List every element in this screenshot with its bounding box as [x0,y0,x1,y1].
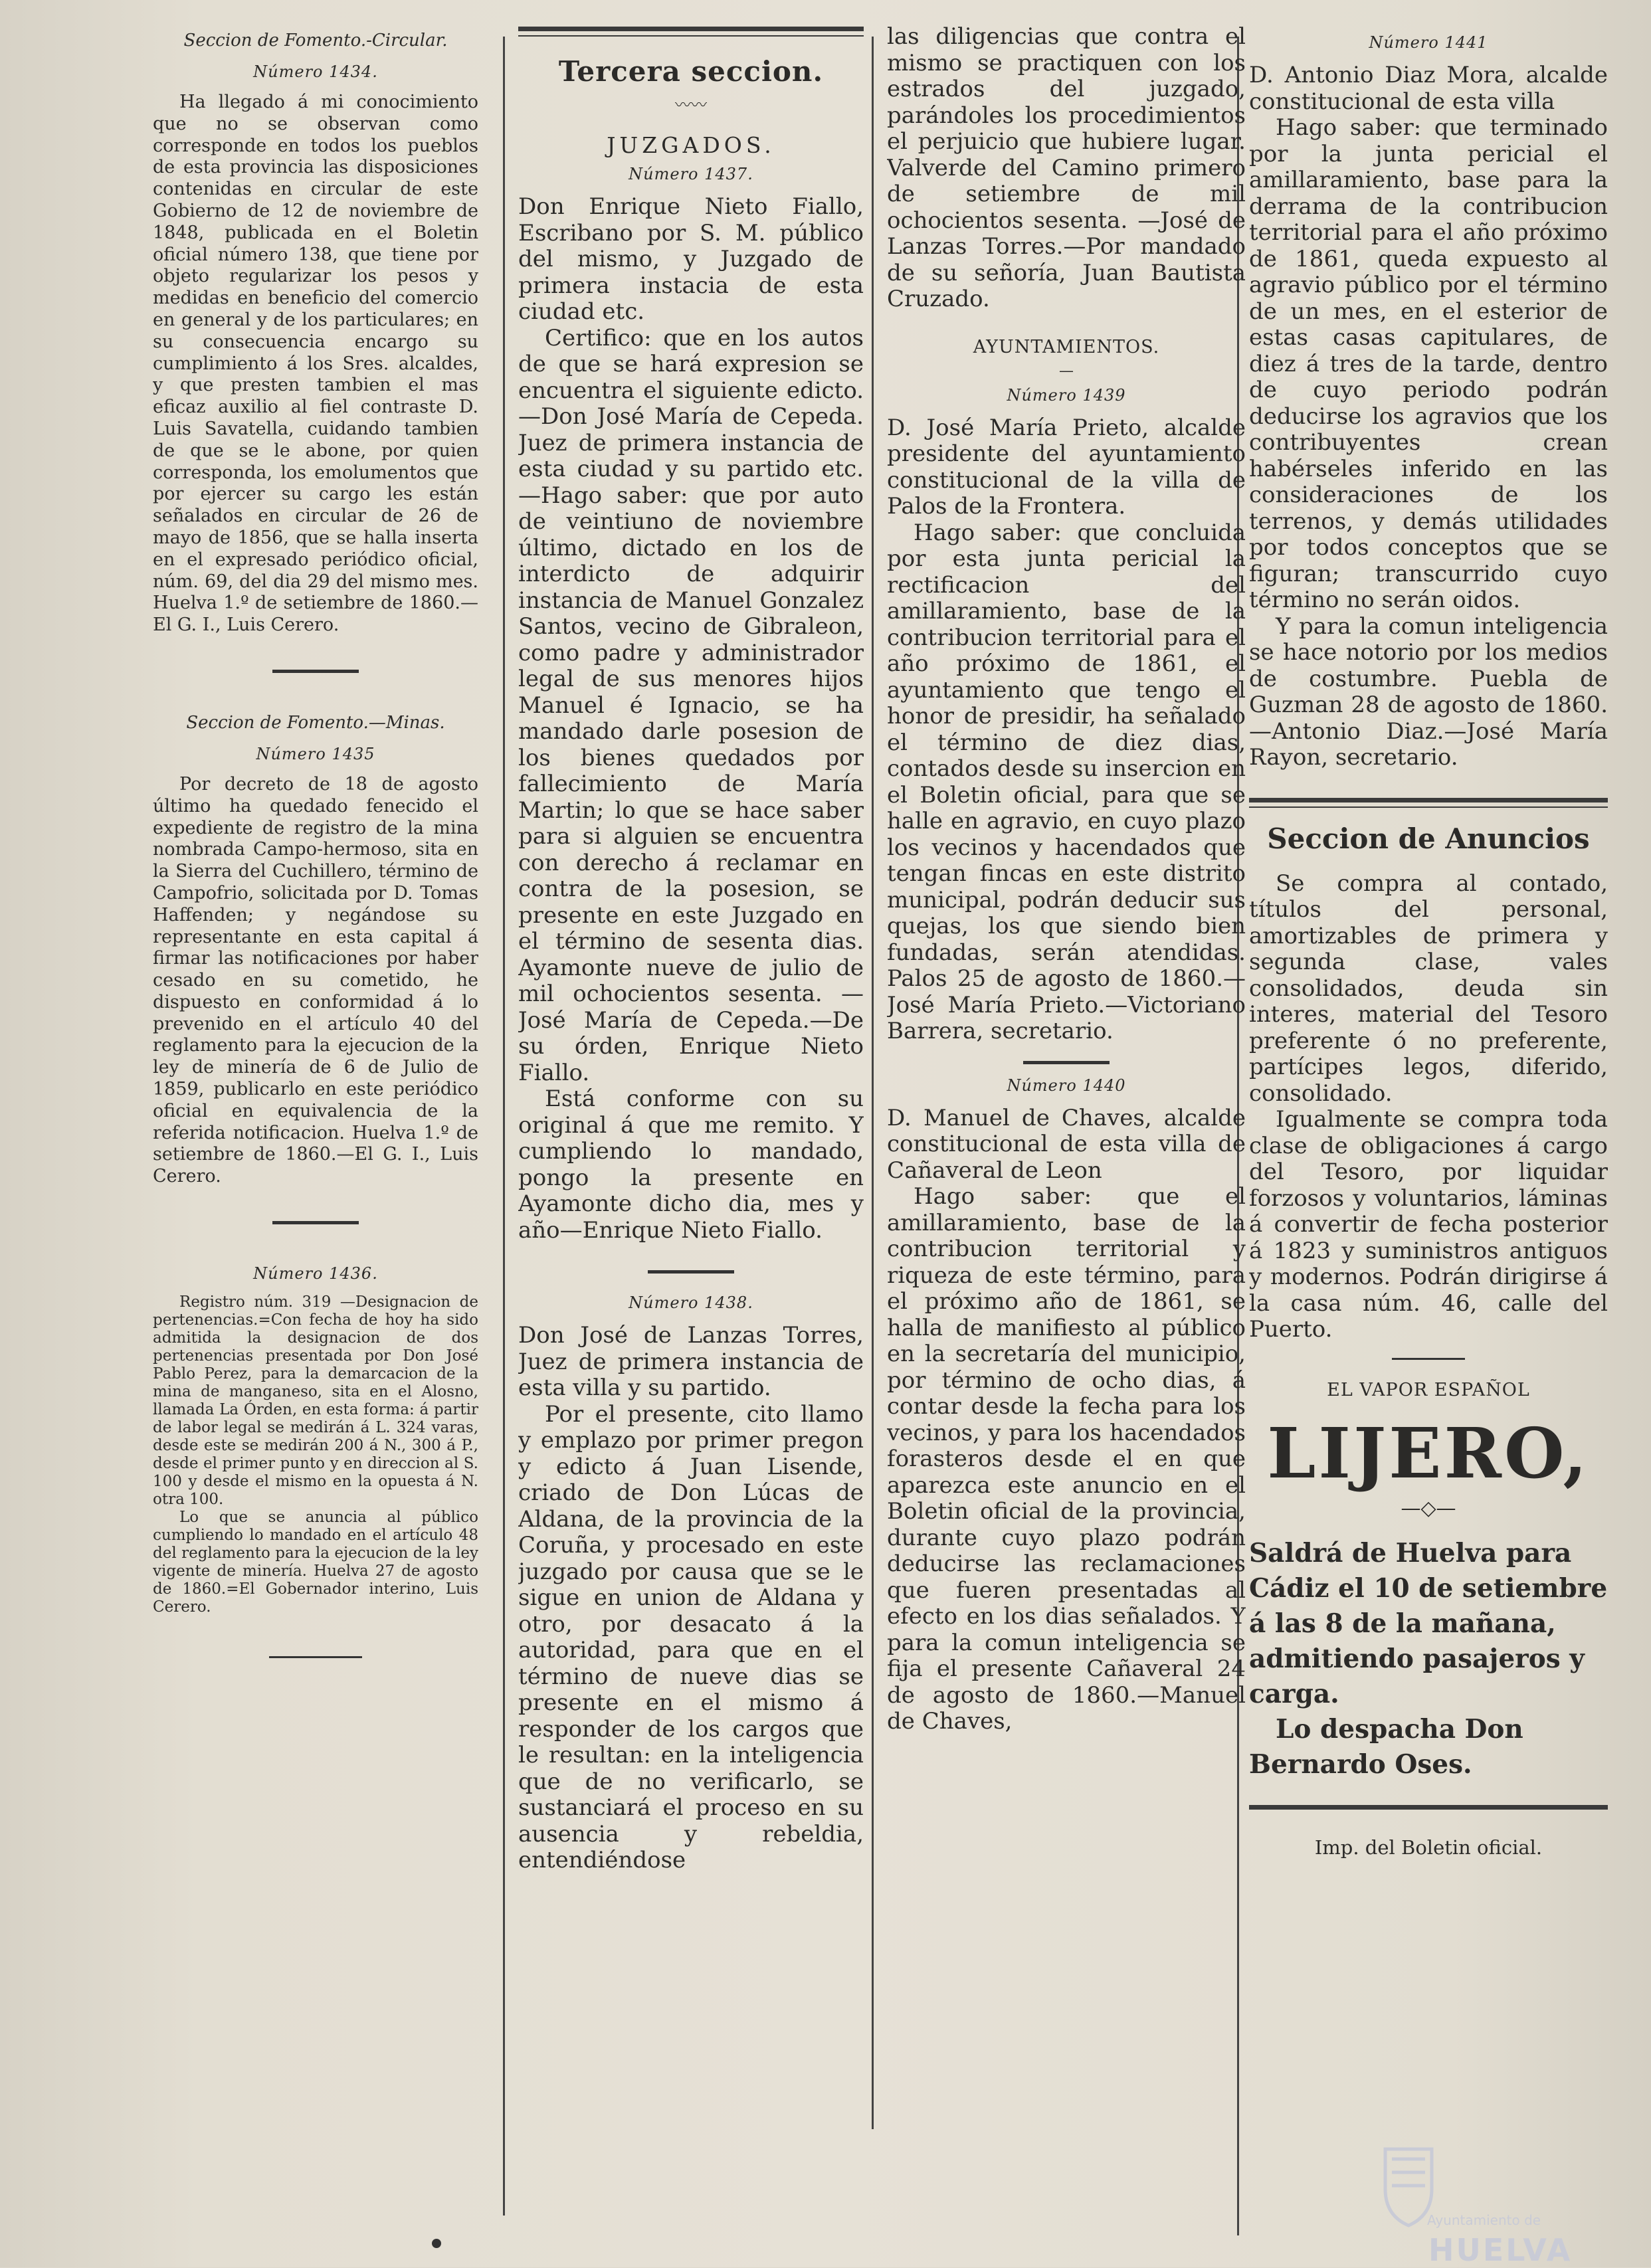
ad-text: Igualmente se compra toda clase de obligaciones á cargo del Tesoro, por liquidar forzosos y voluntarios, láminas á convertir de fecha posterior á 1823 y suministros antiguos y modernos. Podrán dirigirse á la casa núm. 46, calle del Puerto. [1249,1106,1608,1343]
watermark-label: Ayuntamiento de [1427,2212,1541,2228]
section-heading: JUZGADOS. [607,132,775,158]
notice-text: D. Antonio Diaz Mora, alcalde constitucional de esta villa [1249,62,1608,115]
notice-text: Por el presente, cito llamo y emplazo por primer pregon y edicto á Juan Lisende, criado de Don Lúcas de Aldana, de la provincia de la Coruña, y procesado en este juzgado por causa que se le sigue en union de Aldana y otro, por desacato á la autoridad, para que en el término de nueve dias se presente en el mismo á responder de los cargos que le resultan: en la inteligencia que de no verificarlo, se sustanciará el proceso en su ausencia y rebeldia, entendiéndose [518,1400,864,1873]
ad-text: Se compra al contado, títulos del personal, amortizables de primera y segunda clase, vales consolidados, deuda sin interes, material del Tesoro preferente ó no preferente, partícipes legos, diferido, consolidado. [1249,870,1608,1107]
notice-text: Ha llegado á mi conocimiento que no se observan como corresponde en todos los pueblos de esta provincia las disposiciones contenidas en circular de este Gobierno de 12 de noviembre de 1848, publicada en el Boletin oficial número 138, que tiene por objeto regularizar los pesos y medidas en beneficio del comercio en general y de los particulares; en su consecuencia encargo su cumplimiento á los Sres. alcaldes, y que presten tambien el mas eficaz auxilio al fiel contraste D. Luis Savatella, cuidando tambien de que se le abone, por quien corresponda, los emolumentos que por ejercer su cargo les están señalados en circular de 26 de mayo de 1856, que se halla inserta en el expresado periódico oficial, núm. 69, del dia 29 del mismo mes. Huelva 1.º de setiembre de 1860.—El G. I., Luis Cerero. [153,92,478,636]
ship-announcement: Saldrá de Huelva para Cádiz el 10 de setiembre á las 8 de la mañana, admitiendo pasajeros y carga. [1249,1537,1608,1709]
column-rule [503,37,505,2216]
column-rule [872,37,874,2129]
notice-text: Hago saber: que concluida por esta junta pericial la rectificacion del amillaramiento, base de la contribucion territorial para el año próximo de 1861, el ayuntamiento que tengo el honor de presidir, ha señalado el término de diez dias, contados desde su insercion en el Boletin oficial, para que se halle en agravio, en cuyo plazo los vecinos y hacendados que tengan fincas en este distrito municipal, podrán deducir sus quejas, los que siendo bien fundadas, serán atendidas. Palos 25 de agosto de 1860.—José María Prieto.—Victoriano Barrera, secretario. [887,519,1246,1044]
ship-agent: Lo despacha Don Bernardo Oses. [1249,1713,1523,1780]
separator [1023,1061,1110,1064]
separator [269,1656,362,1658]
section-rule [1249,806,1608,808]
notice-text: Hago saber: que terminado por la junta pericial el amillaramiento, base para la derrama de la contribucion territorial para el año próximo de 1861, queda expuesto al agravio público por el término de un mes, en el esterior de estas casas capitulares, de diez á tres de la tarde, dentro de cuyo periodo podrán deducirse los agravios que los contribuyentes crean habérseles inferido en las consideraciones de los terrenos, y demás utilidades por todos conceptos que se figuran; transcurrido cuyo término no serán oidos. [1249,114,1608,613]
notice-number: Número 1441 [1369,33,1488,52]
notice-number: Número 1435 [256,744,375,763]
column-3 [887,24,1246,2223]
separator [272,1221,359,1224]
section-title: Tercera seccion. [558,55,824,88]
section-title: Seccion de Anuncios [1267,822,1590,855]
ad-heading: EL VAPOR ESPAÑOL [1327,1379,1530,1400]
notice-text: Don José de Lanzas Torres, Juez de primera instancia de esta villa y su partido. [518,1322,864,1401]
section-rule [1249,798,1608,803]
notice-text: D. Manuel de Chaves, alcalde constitucional de esta villa de Cañaveral de Leon [887,1104,1246,1184]
ship-name: LIJERO, [1267,1412,1590,1494]
separator [272,670,359,673]
notice-text: Don Enrique Nieto Fiallo, Escribano por S. M. público del mismo, y Juzgado de primera instacia de esta ciudad etc. [518,193,864,325]
notice-text: Está conforme con su original á que me remito. Y cumpliendo lo mandado, pongo la presente en Ayamonte dicho dia, mes y año—Enrique Nieto Fiallo. [518,1086,864,1244]
watermark-title: HUELVA [1428,2232,1573,2268]
column-2 [518,27,864,2225]
column-1 [153,27,478,2225]
notice-text: D. José María Prieto, alcalde presidente del ayuntamiento constitucional de la villa de Palos de la Frontera. [887,414,1246,520]
separator: — [1059,362,1074,379]
notice-number: Número 1438. [629,1293,753,1312]
notice-text: Por decreto de 18 de agosto último ha quedado fenecido el expediente de registro de la mina nombrada Campo-hermoso, sita en la Sierra del Cuchillero, término de Campofrio, solicitada por D. Tomas Haffenden; y negándose su representante en esta capital á firmar las notificaciones por haber cesado en su cometido, he dispuesto en conformidad á lo prevenido en el artículo 40 del reglamento para la ejecucion de la ley de minería de 6 de Julio de 1859, publicarlo en este periódico oficial en equivalencia de la referida notificacion. Huelva 1.º de setiembre de 1860.—El G. I., Luis Cerero. [153,773,478,1187]
notice-text: Y para la comun inteligencia se hace notorio por los medios de costumbre. Puebla de Guzman 28 de agosto de 1860. —Antonio Diaz.—José María Rayon, secretario. [1249,613,1608,771]
printer-imprint: Imp. del Boletin oficial. [1314,1836,1543,1859]
notice-text: Hago saber: que el amillaramiento, base de la contribucion territorial y riqueza de este término, para el próximo año de 1861, se halla de manifiesto al público en la secretaría del municipio, por término de ocho dias, á contar desde la fecha para los vecinos, y para los hacendados forasteros desde el en que aparezca este anuncio en el Boletin oficial de la provincia, durante cuyo plazo podrán deducirse las reclamaciones que fueren presentadas al efecto en los dias señalados. Y para la comun inteligencia se fija el presente Cañaveral 24 de agosto de 1860.—Manuel de Chaves, [887,1183,1246,1735]
section-heading: Seccion de Fomento.-Circular. [183,31,448,50]
header-rule [518,27,864,31]
notice-text: Certifico: que en los autos de que se hará expresion se encuentra el siguiente edicto. —Don José María de Cepeda. Juez de primera instancia de esta ciudad y su partido etc.—Hago saber: que por auto de veintiuno de noviembre último, dictado en los de interdicto de adquirir instancia de Manuel Gonzalez Santos, vecino de Gibraleon, como padre y administrador legal de sus menores hijos Manuel é Ignacio, se ha mandado darle posesion de los bienes quedados por fallecimiento de María Martin; lo que se hace saber para si alguien se encuentra con derecho á reclamar en contra de la posesion, se presente en este Juzgado en el término de sesenta dias. Ayamonte nueve de julio de mil ochocientos sesenta. —José María de Cepeda.—De su órden, Enrique Nieto Fiallo. [518,324,864,1086]
notice-text: Lo que se anuncia al público cumpliendo lo mandado en el artículo 48 del reglamento para la ejecucion de la ley vigente de minería. Huelva 27 de agosto de 1860.=El Gobernador interino, Luis Cerero. [153,1509,478,1616]
notice-text: Registro núm. 319 —Designacion de pertenencias.=Con fecha de hoy ha sido admitida la designacion de dos pertenencias presentada por Don José Pablo Perez, para la demarcacion de la mina de manganeso, sita en el Alosno, llamada La Órden, en esta forma: á partir de labor legal se medirán á L. 324 varas, desde este se medirán 200 á N., 300 á P., desde el primer punto y en direccion al S. 100 y desde el mismo en la opuesta á N. otra 100. [153,1293,478,1509]
notice-number: Número 1436. [253,1264,378,1283]
footer-rule [1249,1805,1608,1810]
separator [1392,1358,1465,1360]
ornament: 〰〰 [675,96,707,114]
notice-number: Número 1434. [253,62,378,81]
ink-dot [432,2239,441,2248]
separator [648,1270,734,1274]
section-heading: AYUNTAMIENTOS. [973,336,1160,357]
notice-text: las diligencias que contra el mismo se practiquen con los estrados del juzgado, parándoles los procedimientos el perjuicio que hubiere lugar. Valverde del Camino primero de setiembre de mil ochocientos sesenta. —José de Lanzas Torres.—Por mandado de su señoría, Juan Bautista Cruzado. [887,24,1246,312]
notice-number: Número 1437. [629,165,753,183]
ornament: —◇— [1401,1496,1456,1520]
notice-number: Número 1439 [1007,385,1126,405]
notice-number: Número 1440 [1007,1076,1126,1095]
section-heading: Seccion de Fomento.—Minas. [186,712,445,733]
header-rule [518,35,864,37]
column-4 [1249,27,1608,2225]
